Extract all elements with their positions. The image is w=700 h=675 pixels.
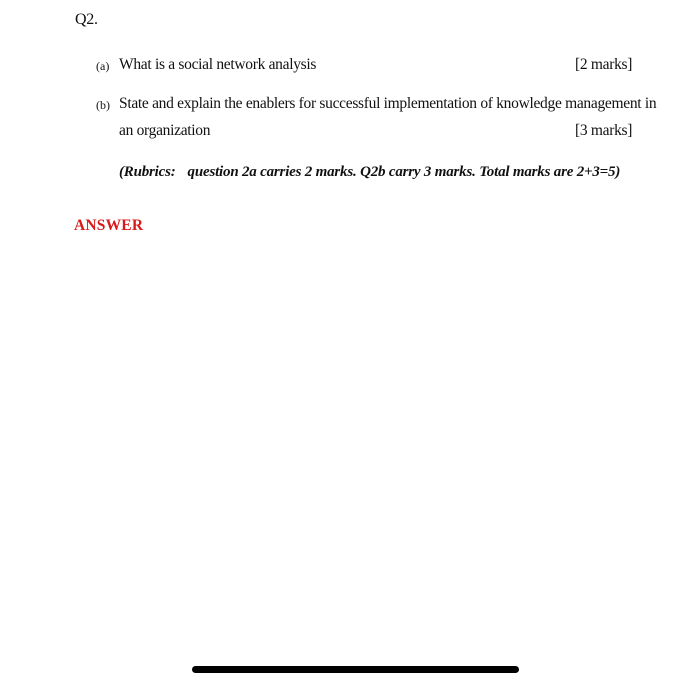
- rubrics-text: question 2a carries 2 marks. Q2b carry 3 marks. Total marks are 2+3=5): [187, 164, 621, 180]
- part-a-marks: [2 marks]: [575, 56, 633, 73]
- part-b-text-line1: State and explain the enablers for successful implementation of knowledge management in: [119, 95, 657, 112]
- part-a-label: (a): [96, 59, 110, 73]
- home-indicator[interactable]: [192, 666, 519, 673]
- rubrics-label: (Rubrics:: [119, 164, 176, 180]
- question-number: Q2.: [75, 11, 98, 28]
- part-b-label: (b): [96, 98, 110, 112]
- part-a-text: What is a social network analysis: [119, 56, 317, 73]
- part-b-text-line2: an organization: [119, 122, 211, 139]
- answer-heading: ANSWER: [74, 217, 144, 234]
- part-b-marks: [3 marks]: [575, 122, 633, 139]
- rubrics-note: [119, 164, 620, 181]
